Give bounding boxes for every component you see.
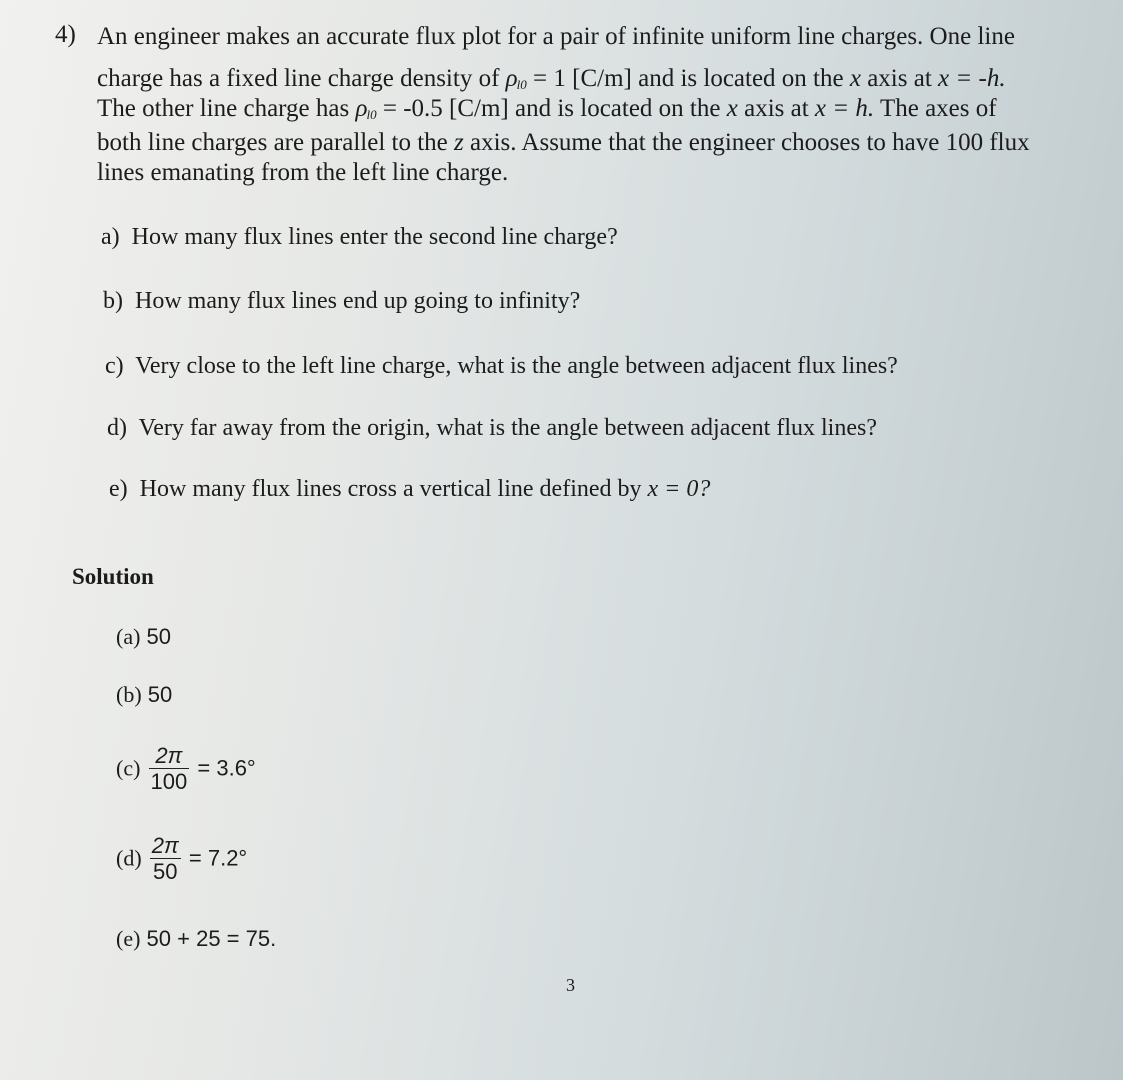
question-d <box>107 415 877 442</box>
fraction: $\frac{2\pi}{100}$ <box>150 743 188 794</box>
question-label: a) <box>101 224 120 250</box>
solution-c: (c) $\frac{2\pi}{100}$ = 3.6° <box>116 743 256 794</box>
question-a <box>101 224 618 251</box>
problem-line-1: An engineer makes an accurate flux plot for a pair of infinite uniform line charges. One line <box>97 23 1015 50</box>
question-label: d) <box>107 415 127 441</box>
problem-line-3: The other line charge has $\rho_{l0} = -0.5$ [C/m] and is located on the x axis at x = h. The axes of <box>97 95 997 122</box>
question-text: Very far away from the origin, what is the angle between adjacent flux lines? <box>138 415 877 441</box>
question-label: e) <box>109 476 128 502</box>
question-text: How many flux lines end up going to infinity? <box>135 288 581 314</box>
solution-a: (a) 50 <box>116 624 172 649</box>
question-text: Very close to the left line charge, what is the angle between adjacent flux lines? <box>135 353 898 379</box>
problem-line-2: charge has a fixed line charge density of $\rho_{l0} = 1$ [C/m] and is located on the x axis at x = -h. <box>97 65 1006 92</box>
problem-line-4: both line charges are parallel to the z axis. Assume that the engineer chooses to have 100 flux <box>97 129 1030 156</box>
question-label: b) <box>103 288 123 314</box>
question-math: x = 0? <box>647 476 711 502</box>
question-label: c) <box>105 353 124 379</box>
fraction: $\frac{2\pi}{50}$ <box>151 833 179 884</box>
question-e <box>109 476 710 503</box>
solution-heading: Solution <box>72 564 154 589</box>
question-text: How many flux lines enter the second line charge? <box>131 224 618 250</box>
problem-number: 4) <box>55 21 76 48</box>
question-b <box>103 288 580 315</box>
page-number: 3 <box>566 975 575 995</box>
solution-d: (d) $\frac{2\pi}{50}$ = 7.2° <box>116 833 248 884</box>
question-c <box>105 353 898 380</box>
question-text: How many flux lines cross a vertical line defined by <box>139 476 642 502</box>
solution-b: (b) 50 <box>116 682 173 707</box>
problem-line-5: lines emanating from the left line charge. <box>97 159 509 186</box>
solution-e: (e) 50 + 25 = 75. <box>116 926 277 951</box>
